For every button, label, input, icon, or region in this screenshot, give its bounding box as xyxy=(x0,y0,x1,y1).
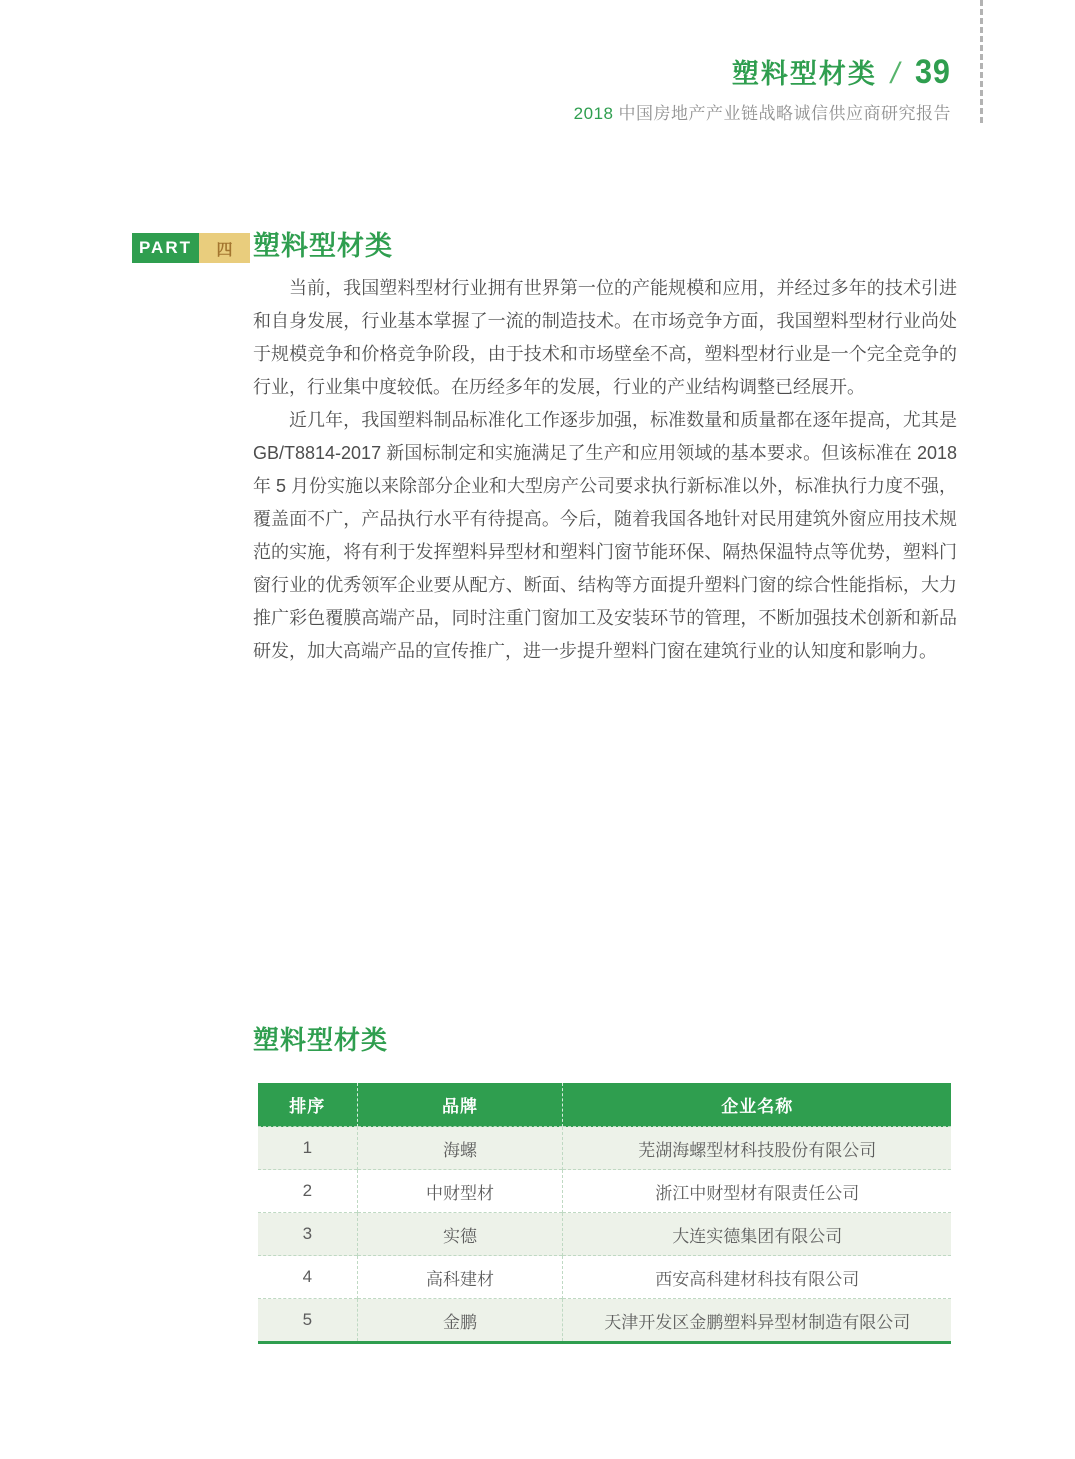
report-subtitle-text: 中国房地产产业链战略诚信供应商研究报告 xyxy=(618,104,951,123)
table-row xyxy=(258,1213,951,1256)
column-header-company: 企业名称 xyxy=(563,1083,951,1127)
paragraph: 当前，我国塑料型材行业拥有世界第一位的产能规模和应用，并经过多年的技术引进和自身发展，行业基本掌握了一流的制造技术。在市场竞争方面，我国塑料型材行业尚处于规模竞争和价格竞争阶段，由于技术和市场壁垒不高，塑料型材行业是一个完全竞争的行业，行业集中度较低。在历经多年的发展，行业的产业结构调整已经展开。 xyxy=(253,278,957,397)
table-header-row xyxy=(258,1083,951,1127)
part-badge xyxy=(132,233,250,263)
cell-brand: 高科建材 xyxy=(357,1256,563,1299)
cell-company: 芜湖海螺型材科技股份有限公司 xyxy=(563,1127,951,1170)
cell-company: 浙江中财型材有限责任公司 xyxy=(563,1170,951,1213)
column-header-rank: 排序 xyxy=(258,1083,357,1127)
supplier-ranking-table xyxy=(258,1083,951,1344)
cell-rank: 1 xyxy=(302,1138,313,1157)
cell-brand: 实德 xyxy=(357,1213,563,1256)
table-row xyxy=(258,1299,951,1343)
report-subtitle-year: 2018 xyxy=(573,104,614,123)
header-category-title: 塑料型材类 xyxy=(731,59,877,89)
cell-brand: 金鹏 xyxy=(357,1299,563,1343)
column-header-brand: 品牌 xyxy=(357,1083,563,1127)
report-subtitle xyxy=(574,99,951,124)
page-header xyxy=(574,52,951,124)
cell-company: 天津开发区金鹏塑料异型材制造有限公司 xyxy=(563,1299,951,1343)
cell-brand: 中财型材 xyxy=(357,1170,563,1213)
page-edge-dashed-line xyxy=(980,0,983,123)
header-title-row xyxy=(574,52,951,92)
part-badge-number: 四 xyxy=(199,233,250,263)
header-slash-divider: / xyxy=(890,57,900,90)
cell-company: 西安高科建材科技有限公司 xyxy=(563,1256,951,1299)
table-section-title: 塑料型材类 xyxy=(253,1025,389,1055)
body-text xyxy=(253,272,957,668)
page-number: 39 xyxy=(915,53,951,91)
table-row xyxy=(258,1170,951,1213)
cell-rank: 3 xyxy=(302,1224,313,1243)
cell-brand: 海螺 xyxy=(357,1127,563,1170)
cell-rank: 2 xyxy=(302,1181,313,1200)
cell-company: 大连实德集团有限公司 xyxy=(563,1213,951,1256)
paragraph: 近几年，我国塑料制品标准化工作逐步加强，标准数量和质量都在逐年提高，尤其是 GB/T8814-2017 新国标制定和实施满足了生产和应用领域的基本要求。但该标准在 2018 年 5 月份实施以来除部分企业和大型房产公司要求执行新标准以外，标准执行力度不强，覆盖面不广，产品执行水平有待提高。今后，随着我国各地针对民用建筑外窗应用技术规范的实施，将有利于发挥塑料异型材和塑料门窗节能环保、隔热保温特点等优势，塑料门窗行业的优秀领军企业要从配方、断面、结构等方面提升塑料门窗的综合性能指标，大力推广彩色覆膜高端产品，同时注重门窗加工及安装环节的管理，不断加强技术创新和新品研发，加大高端产品的宣传推广，进一步提升塑料门窗在建筑行业的认知度和影响力。 xyxy=(253,410,958,661)
cell-rank: 5 xyxy=(302,1310,313,1329)
table-row xyxy=(258,1127,951,1170)
part-badge-label: PART xyxy=(132,233,199,263)
section-heading: 塑料型材类 xyxy=(253,231,393,261)
cell-rank: 4 xyxy=(302,1267,313,1286)
table-row xyxy=(258,1256,951,1299)
